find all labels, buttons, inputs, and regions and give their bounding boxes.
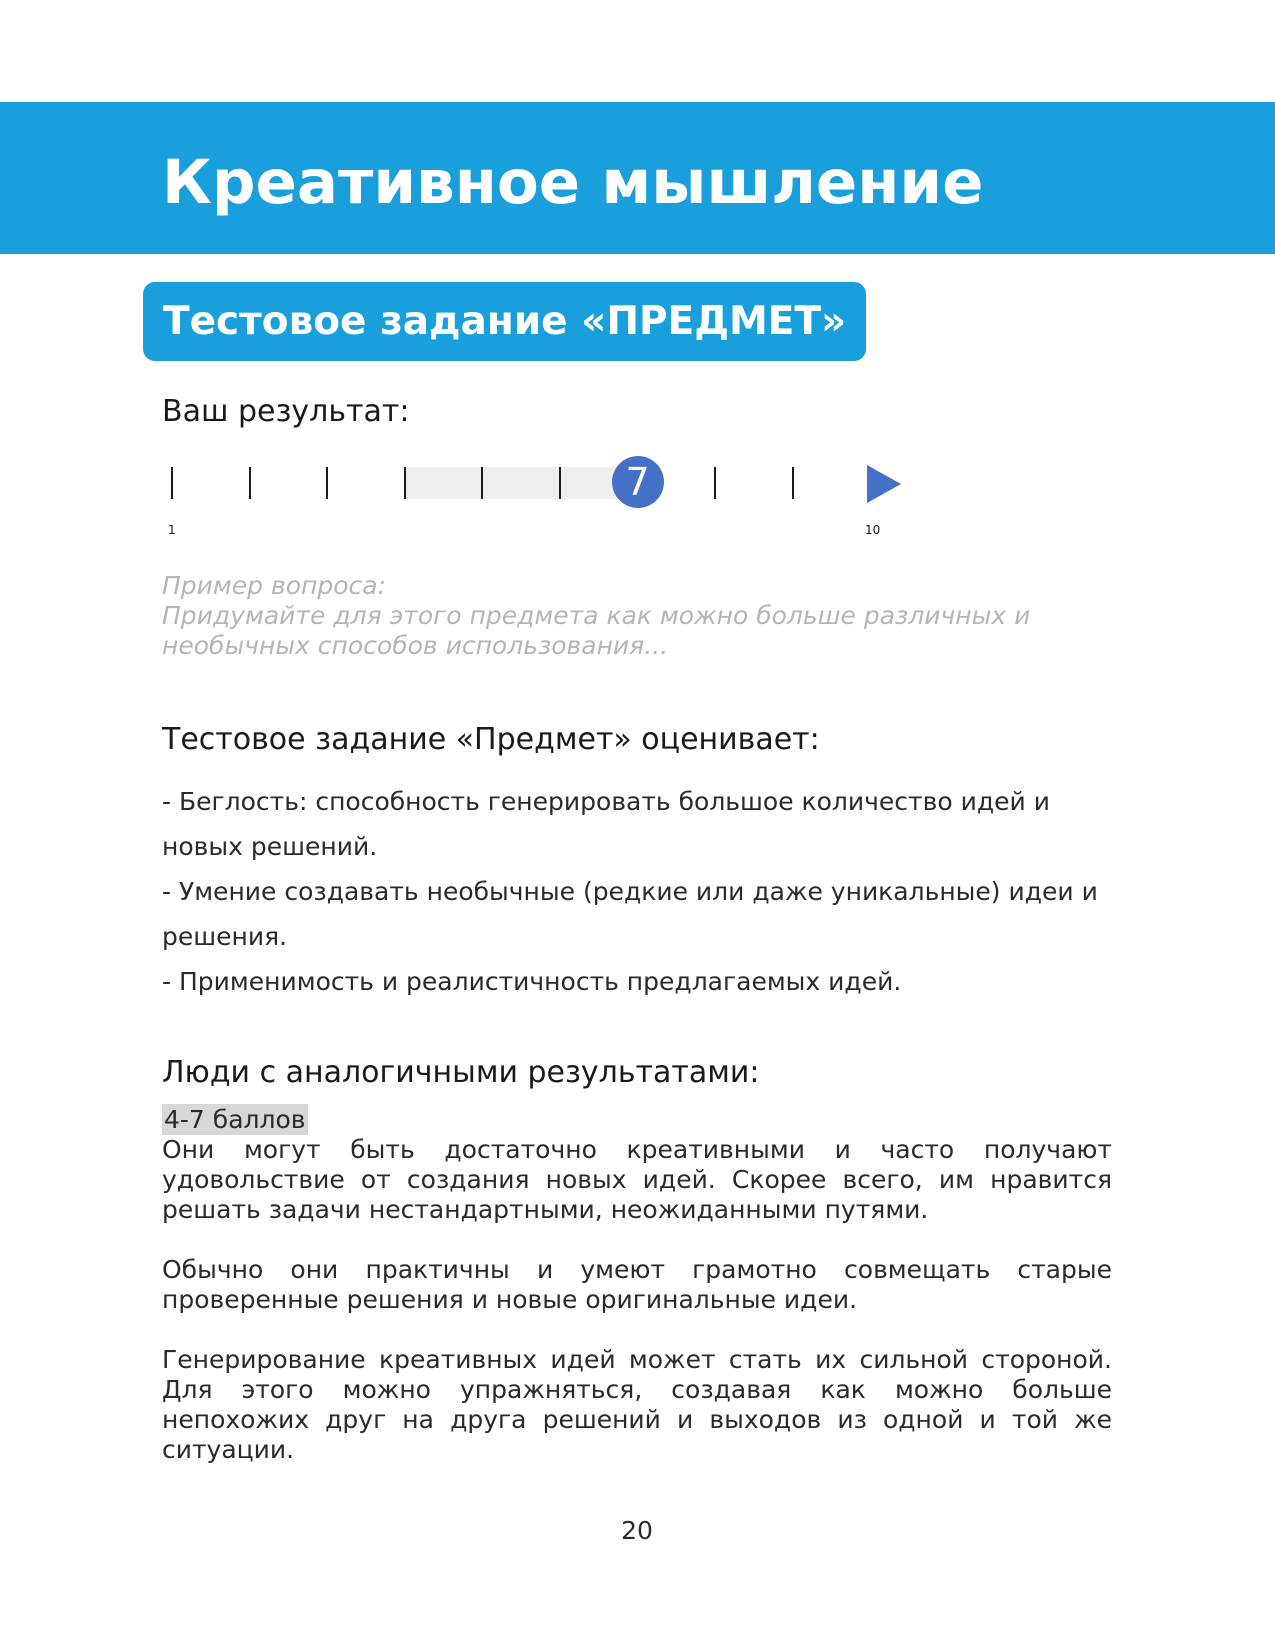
test-title-banner — [143, 282, 866, 361]
description-paragraph: Обычно они практичны и умеют грамотно совмещать старые проверенные решения и новые оригинальные идеи. — [162, 1255, 1112, 1314]
scale-tick — [714, 467, 716, 499]
criteria-item: - Беглость: способность генерировать большое количество идей и новых решений. — [162, 787, 1050, 861]
score-marker: 7 — [612, 456, 664, 508]
score-range-fill — [405, 467, 638, 499]
result-scale — [150, 450, 910, 550]
scale-arrow-icon — [867, 465, 901, 503]
scale-min-label: 1 — [168, 523, 176, 537]
scale-tick — [481, 467, 483, 499]
test-title: Тестовое задание «ПРЕДМЕТ» — [163, 299, 847, 344]
example-text: Придумайте для этого предмета как можно больше различных и необычных способов использования... — [162, 601, 1031, 660]
scale-max-label: 10 — [865, 523, 881, 537]
page-number: 20 — [621, 1516, 653, 1545]
criteria-item: - Умение создавать необычные (редкие или даже уникальные) идеи и решения. — [162, 877, 1098, 951]
score-range-badge: 4-7 баллов — [164, 1105, 306, 1134]
result-label: Ваш результат: — [162, 394, 410, 429]
page-title: Креативное мышление — [162, 147, 984, 218]
scale-tick — [171, 467, 173, 499]
scale-tick — [559, 467, 561, 499]
evaluation-criteria-list — [162, 779, 1122, 1004]
description-paragraph: Они могут быть достаточно креативными и часто получают удовольствие от создания новых идей. Скорее всего, им нравится решать задачи нестандартными, неожиданными путями. — [162, 1135, 1112, 1224]
example-question — [162, 571, 1122, 661]
description-paragraph: Генерирование креативных идей может стать их сильной стороной. Для этого можно упражняться, создавая как можно больше непохожих друг на друга решений и выходов из одной и той же ситуации. — [162, 1345, 1112, 1464]
similar-results-description — [162, 1135, 1112, 1495]
example-heading: Пример вопроса: — [162, 571, 386, 600]
scale-tick — [326, 467, 328, 499]
scale-tick — [404, 467, 406, 499]
scale-tick — [792, 467, 794, 499]
scale-tick — [249, 467, 251, 499]
similar-results-heading: Люди с аналогичными результатами: — [162, 1055, 760, 1090]
evaluates-heading: Тестовое задание «Предмет» оценивает: — [162, 722, 820, 757]
criteria-item: - Применимость и реалистичность предлагаемых идей. — [162, 967, 902, 996]
